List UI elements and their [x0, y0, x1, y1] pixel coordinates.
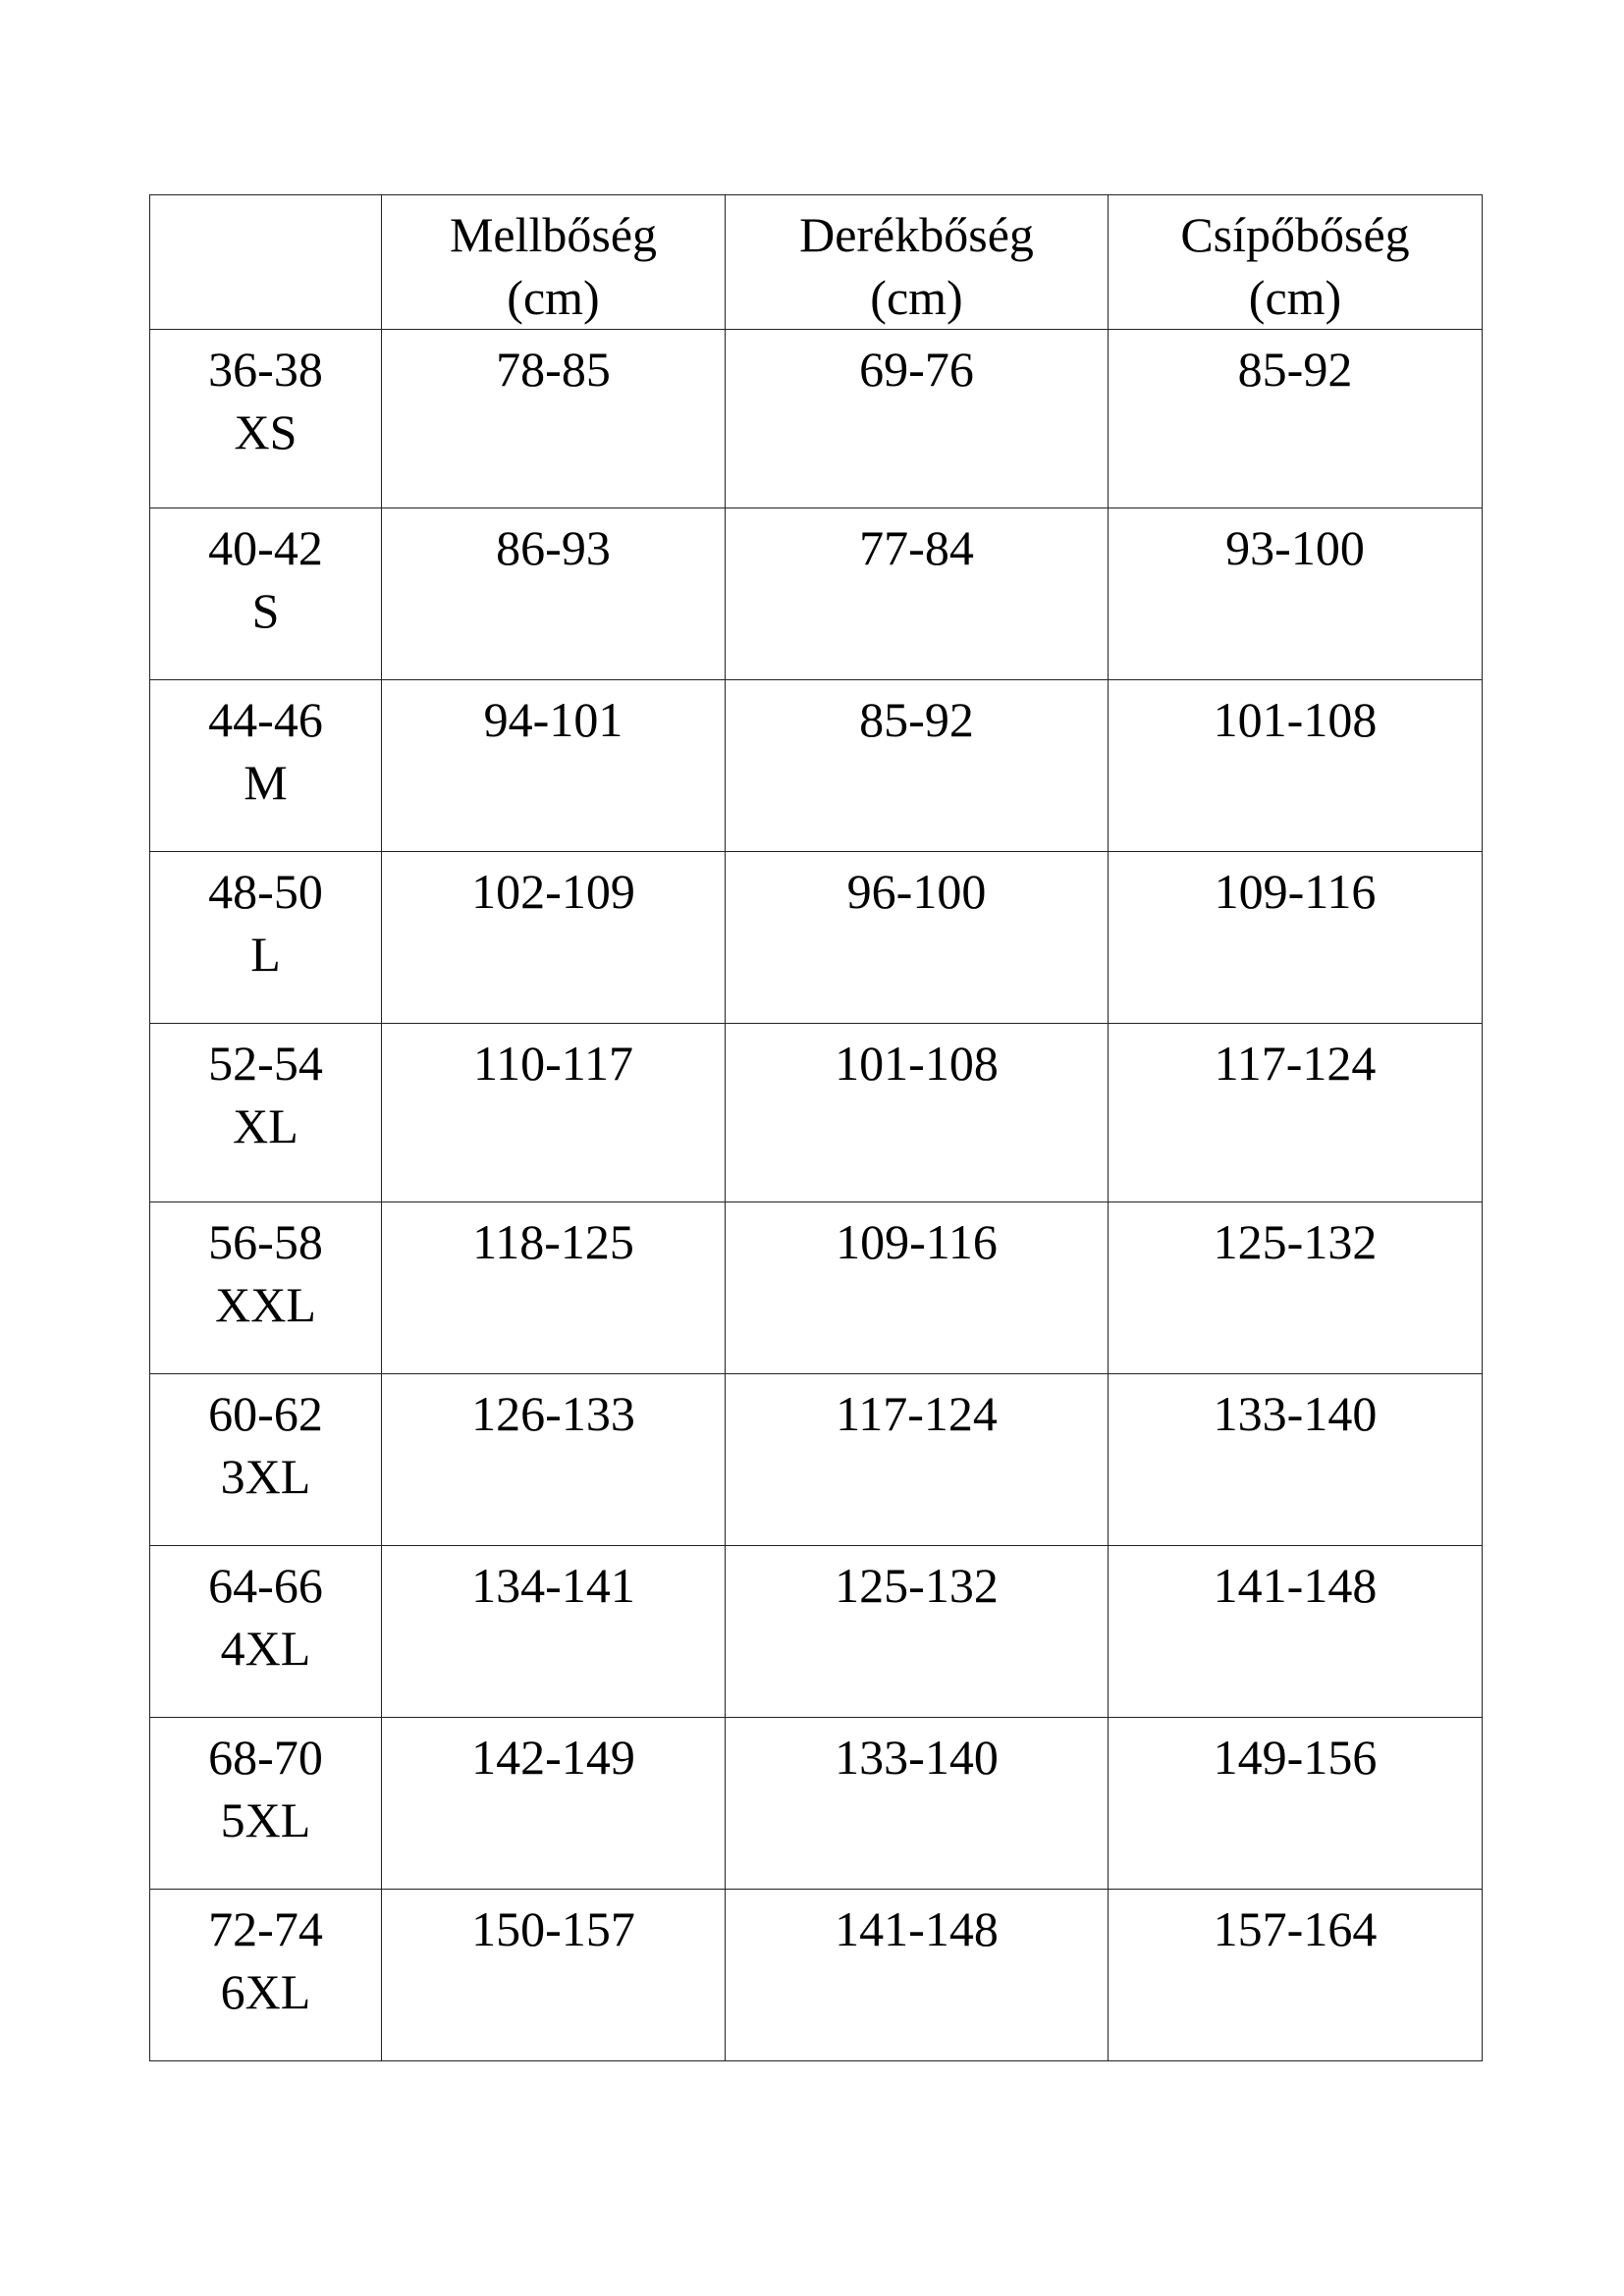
hip-cell: 101-108: [1109, 680, 1483, 852]
size-range: 72-74: [208, 1901, 323, 1956]
header-hip-label: Csípőbőség: [1180, 207, 1410, 262]
waist-cell: 96-100: [726, 852, 1109, 1024]
hip-cell: 109-116: [1109, 852, 1483, 1024]
header-chest: [382, 195, 726, 330]
header-waist-unit: (cm): [870, 270, 963, 325]
size-label: XXL: [215, 1277, 316, 1332]
size-range: 60-62: [208, 1386, 323, 1441]
chest-cell: 118-125: [382, 1202, 726, 1374]
table-row: [150, 1890, 1483, 2061]
waist-cell: 77-84: [726, 508, 1109, 680]
size-label: 4XL: [220, 1621, 311, 1676]
size-label: XS: [234, 404, 298, 459]
waist-cell: 69-76: [726, 330, 1109, 508]
table-row: [150, 508, 1483, 680]
size-cell: [150, 1374, 382, 1546]
size-range: 52-54: [208, 1036, 323, 1091]
table-row: [150, 1202, 1483, 1374]
size-range: 44-46: [208, 692, 323, 747]
hip-cell: 149-156: [1109, 1718, 1483, 1890]
table-row: [150, 1718, 1483, 1890]
size-range: 40-42: [208, 520, 323, 575]
chest-cell: 134-141: [382, 1546, 726, 1718]
chest-cell: 78-85: [382, 330, 726, 508]
table-row: [150, 1374, 1483, 1546]
size-label: XL: [233, 1098, 298, 1153]
size-label: S: [251, 583, 280, 638]
size-range: 48-50: [208, 864, 323, 919]
size-cell: [150, 330, 382, 508]
header-hip: [1109, 195, 1483, 330]
waist-cell: 141-148: [726, 1890, 1109, 2061]
chest-cell: 102-109: [382, 852, 726, 1024]
size-range: 68-70: [208, 1730, 323, 1785]
size-cell: [150, 1024, 382, 1202]
table-row: [150, 1024, 1483, 1202]
size-cell: [150, 1890, 382, 2061]
size-label: L: [250, 927, 281, 982]
size-cell: [150, 852, 382, 1024]
waist-cell: 117-124: [726, 1374, 1109, 1546]
chest-cell: 110-117: [382, 1024, 726, 1202]
hip-cell: 157-164: [1109, 1890, 1483, 2061]
size-label: M: [244, 755, 288, 810]
size-cell: [150, 1718, 382, 1890]
header-chest-unit: (cm): [507, 270, 600, 325]
waist-cell: 85-92: [726, 680, 1109, 852]
waist-cell: 101-108: [726, 1024, 1109, 1202]
hip-cell: 85-92: [1109, 330, 1483, 508]
waist-cell: 125-132: [726, 1546, 1109, 1718]
chest-cell: 150-157: [382, 1890, 726, 2061]
waist-cell: 133-140: [726, 1718, 1109, 1890]
table-row: [150, 680, 1483, 852]
size-cell: [150, 1546, 382, 1718]
table-row: [150, 330, 1483, 508]
header-chest-label: Mellbőség: [449, 207, 658, 262]
header-waist-label: Derékbőség: [799, 207, 1034, 262]
hip-cell: 141-148: [1109, 1546, 1483, 1718]
header-corner-cell: [150, 195, 382, 330]
header-row: [150, 195, 1483, 330]
size-label: 3XL: [220, 1449, 311, 1504]
hip-cell: 117-124: [1109, 1024, 1483, 1202]
chest-cell: 126-133: [382, 1374, 726, 1546]
hip-cell: 125-132: [1109, 1202, 1483, 1374]
table-row: [150, 852, 1483, 1024]
header-waist: [726, 195, 1109, 330]
size-cell: [150, 680, 382, 852]
size-range: 36-38: [208, 342, 323, 397]
size-cell: [150, 1202, 382, 1374]
hip-cell: 93-100: [1109, 508, 1483, 680]
size-chart-table: [149, 194, 1483, 2061]
chest-cell: 142-149: [382, 1718, 726, 1890]
header-hip-unit: (cm): [1248, 270, 1342, 325]
chest-cell: 86-93: [382, 508, 726, 680]
hip-cell: 133-140: [1109, 1374, 1483, 1546]
table-row: [150, 1546, 1483, 1718]
size-range: 56-58: [208, 1214, 323, 1269]
size-range: 64-66: [208, 1558, 323, 1613]
waist-cell: 109-116: [726, 1202, 1109, 1374]
size-label: 6XL: [220, 1964, 311, 2019]
chest-cell: 94-101: [382, 680, 726, 852]
size-cell: [150, 508, 382, 680]
size-label: 5XL: [220, 1792, 311, 1847]
